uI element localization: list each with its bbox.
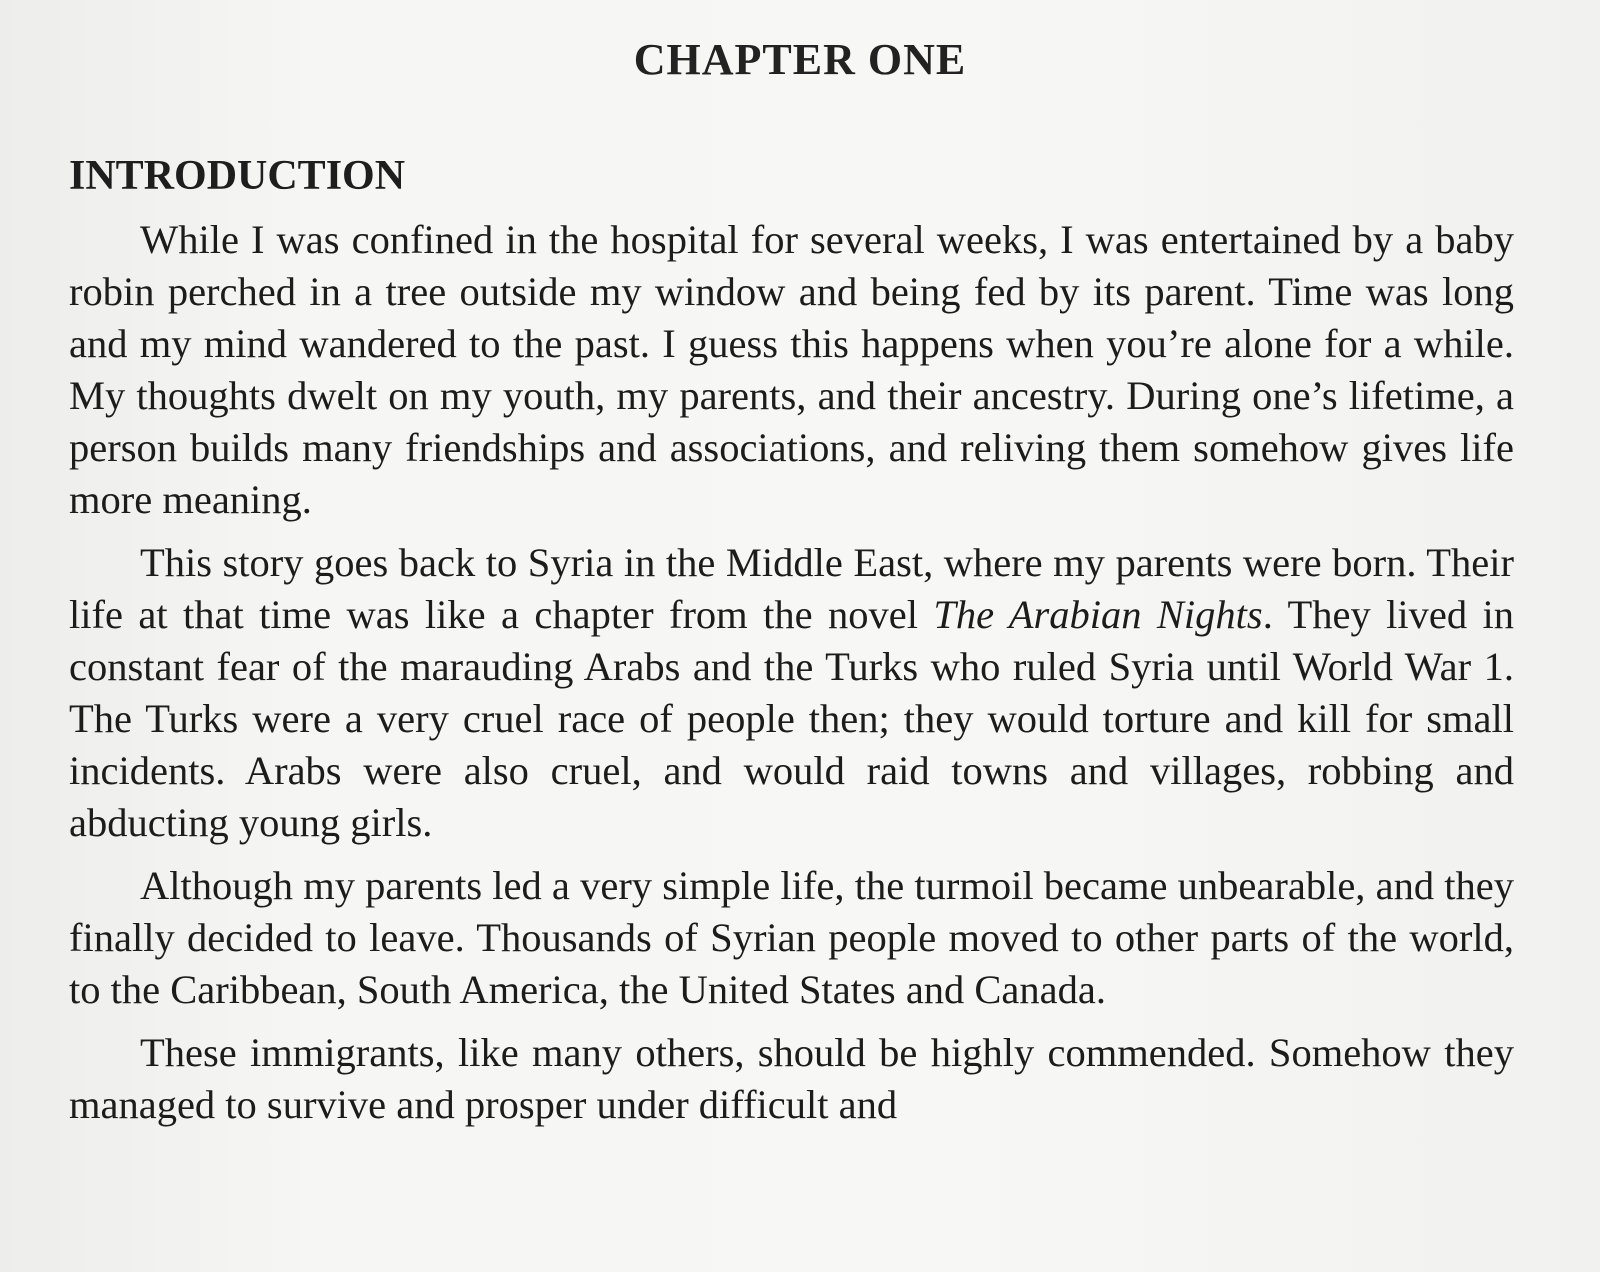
paragraph-4: These immigrants, like many others, should be highly commended. Somehow they managed to survive and prosper under difficult and xyxy=(69,1030,1514,1127)
paragraph-3: Although my parents led a very simple life, the turmoil became unbearable, and they finally decided to leave. Thousands of Syrian people moved to other parts of the world, to the Caribbean, South America, the United States and Canada. xyxy=(69,863,1514,1012)
section-heading: INTRODUCTION xyxy=(69,153,406,199)
body-text xyxy=(69,214,1514,1142)
chapter-title: CHAPTER ONE xyxy=(633,35,967,84)
book-title-italic: The Arabian Nights xyxy=(933,592,1263,637)
paragraph-1: While I was confined in the hospital for several weeks, I was entertained by a baby robin perched in a tree outside my window and being fed by its parent. Time was long and my mind wandered to the past. I guess this happens when you’re alone for a while. My thoughts dwelt on my youth, my parents, and their ancestry. During one’s lifetime, a person builds many friendships and associations, and reliving them somehow gives life more meaning. xyxy=(69,217,1514,522)
paragraph-2 xyxy=(69,537,1514,849)
paragraph-2-text-before: This story goes back to Syria in the Middle East, where my parents were born. Their life at that time was like a chapter from the novel xyxy=(69,540,1514,637)
paragraph-2-text-after: . They lived in constant fear of the marauding Arabs and the Turks who ruled Syria until World War 1. The Turks were a very cruel race of people then; they would torture and kill for small incidents. Arabs were also cruel, and would raid towns and villages, robbing and abducting young girls. xyxy=(69,592,1514,845)
